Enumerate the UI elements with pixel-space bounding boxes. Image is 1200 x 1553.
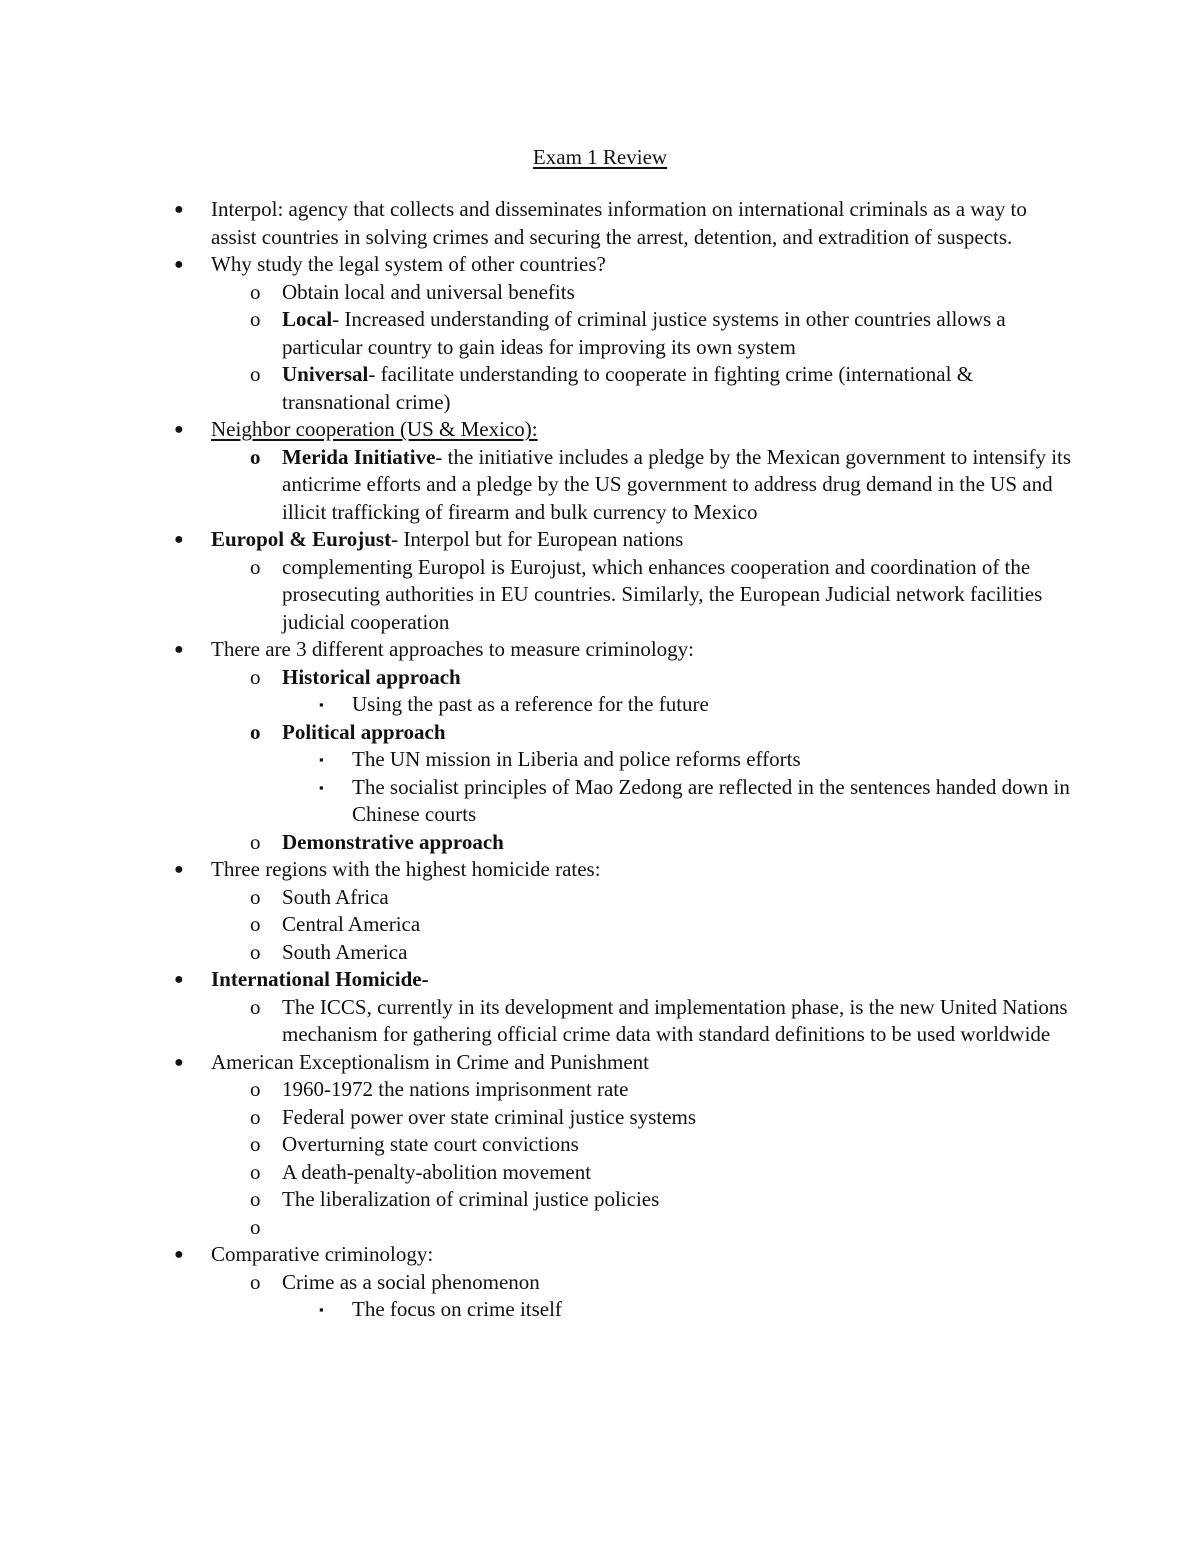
bullet-marker: o — [250, 1132, 261, 1156]
bullet-marker: o — [250, 1077, 261, 1101]
list-item-text — [282, 361, 1072, 416]
list-item-text — [282, 939, 1072, 967]
bullet-marker: o — [250, 307, 261, 331]
item-body: - the initiative includes a pledge by the Mexican government to intensify its anticrime efforts and a pledge by the US government to address drug demand in the US and illicit trafficking of firearm and bulk currency to Mexico — [282, 444, 1072, 524]
list-item-text — [211, 966, 1071, 994]
list-item-text — [282, 1186, 1072, 1214]
list-item-text — [211, 526, 1071, 554]
item-body: - Increased understanding of criminal justice systems in other countries allows a particular country to gain ideas for improving its own system — [282, 307, 1006, 359]
list-item — [0, 251, 1200, 279]
bullet-marker: ● — [174, 1246, 184, 1263]
item-body: The ICCS, currently in its development and implementation phase, is the new United Nations mechanism for gathering official crime data with standard definitions to be used worldwide — [282, 994, 1068, 1046]
bullet-marker: ● — [174, 531, 184, 548]
underlined-heading: Neighbor cooperation (US & Mexico): — [211, 417, 538, 441]
list-item — [0, 1104, 1200, 1132]
bold-term: Historical approach — [282, 664, 461, 689]
list-item — [0, 1241, 1200, 1269]
list-item — [0, 994, 1200, 1049]
list-item-text — [352, 746, 1072, 774]
bullet-marker: ● — [174, 201, 184, 218]
bullet-marker: o — [250, 1214, 261, 1239]
bullet-marker: ● — [174, 1053, 184, 1071]
bullet-marker: o — [250, 1104, 261, 1129]
list-item — [0, 691, 1200, 719]
bullet-marker: ● — [174, 861, 184, 878]
list-item-text — [211, 416, 1071, 444]
bullet-marker: ● — [174, 641, 184, 658]
item-body: - Interpol but for European nations — [391, 527, 684, 551]
bullet-marker: o — [250, 1269, 261, 1294]
list-item — [0, 1131, 1200, 1159]
list-item — [0, 1214, 1200, 1242]
list-item-text — [282, 664, 1072, 692]
item-body: A death-penalty-abolition movement — [282, 1159, 592, 1184]
list-item-text — [352, 774, 1072, 829]
item-body: Interpol: agency that collects and disseminates information on international criminals as a way to assist countries in solving crimes and securing the arrest, detention, and extradition of suspects. — [211, 197, 1027, 249]
item-body: American Exceptionalism in Crime and Punishment — [211, 1049, 649, 1074]
list-item-text — [211, 196, 1071, 251]
item-body: Comparative criminology: — [211, 1242, 434, 1266]
list-item — [0, 306, 1200, 361]
list-item-text — [282, 444, 1072, 527]
list-item-text — [282, 1076, 1072, 1104]
bullet-marker: ● — [174, 256, 184, 273]
item-body: Using the past as a reference for the future — [352, 692, 709, 716]
bullet-marker: o — [250, 1159, 261, 1184]
item-body: Central America — [282, 912, 421, 936]
list-item-text — [352, 1296, 1072, 1324]
item-body: Why study the legal system of other countries? — [211, 252, 606, 276]
list-item-text — [282, 554, 1072, 637]
list-item — [0, 1186, 1200, 1214]
list-item — [0, 526, 1200, 554]
list-item — [0, 1049, 1200, 1077]
bullet-marker: o — [250, 1187, 261, 1211]
list-item — [0, 416, 1200, 444]
bullet-marker: o — [250, 664, 261, 689]
list-item-text — [282, 829, 1072, 857]
list-item — [0, 1269, 1200, 1297]
item-body: The focus on crime itself — [352, 1297, 562, 1321]
list-item-text — [282, 994, 1072, 1049]
list-item-text — [282, 1104, 1072, 1132]
bold-term: Political approach — [282, 719, 446, 744]
list-item-text — [282, 884, 1072, 912]
list-item — [0, 444, 1200, 527]
list-item-text — [282, 1131, 1072, 1159]
list-item — [0, 856, 1200, 884]
bullet-marker: o — [250, 884, 261, 909]
document-title: Exam 1 Review — [532, 145, 668, 169]
list-item-text — [211, 856, 1071, 884]
list-item — [0, 884, 1200, 912]
list-item — [0, 1159, 1200, 1187]
bullet-marker: ● — [174, 421, 184, 438]
list-item-text — [211, 1241, 1071, 1269]
list-item — [0, 966, 1200, 994]
list-item — [0, 196, 1200, 251]
list-item — [0, 746, 1200, 774]
bold-term: Local — [282, 307, 333, 331]
list-item — [0, 664, 1200, 692]
item-body: Three regions with the highest homicide rates: — [211, 857, 601, 881]
bullet-marker: o — [250, 362, 261, 386]
review-list — [0, 196, 1200, 1324]
list-item — [0, 829, 1200, 857]
bullet-marker: o — [250, 554, 261, 579]
list-item-text — [282, 279, 1072, 307]
bullet-marker: o — [250, 939, 261, 964]
list-item-text — [282, 1269, 1072, 1297]
bullet-marker: ● — [174, 971, 184, 988]
item-body: - facilitate understanding to cooperate in fighting crime (international & transnational crime) — [282, 362, 974, 414]
bullet-marker: o — [250, 444, 261, 469]
list-item — [0, 719, 1200, 747]
bold-term: Merida Initiative — [282, 444, 436, 469]
item-body: The socialist principles of Mao Zedong are reflected in the sentences handed down in Chinese courts — [352, 774, 1070, 826]
list-item-text — [282, 1214, 1072, 1242]
item-body: South America — [282, 939, 408, 964]
item-body: Federal power over state criminal justice systems — [282, 1104, 697, 1129]
bullet-marker: ▪ — [319, 779, 324, 795]
list-item — [0, 636, 1200, 664]
list-item — [0, 911, 1200, 939]
list-item-text — [282, 719, 1072, 747]
list-item-text — [282, 911, 1072, 939]
bold-term: Demonstrative approach — [282, 829, 504, 854]
bold-term: Universal — [282, 362, 369, 386]
bold-term: Europol & Eurojust — [211, 527, 392, 551]
list-item-text — [211, 636, 1071, 664]
bullet-marker: o — [250, 279, 261, 304]
bold-term: International Homicide- — [211, 967, 429, 991]
item-body: complementing Europol is Eurojust, which enhances cooperation and coordination of the prosecuting authorities in EU countries. Similarly, the European Judicial network facilities judicial cooperation — [282, 554, 1043, 634]
item-body: Crime as a social phenomenon — [282, 1269, 540, 1294]
list-item-text — [282, 306, 1072, 361]
item-body: The UN mission in Liberia and police reforms efforts — [352, 747, 801, 771]
list-item — [0, 939, 1200, 967]
item-body: Overturning state court convictions — [282, 1132, 579, 1156]
bullet-marker: o — [250, 912, 261, 936]
item-body: 1960-1972 the nations imprisonment rate — [282, 1077, 629, 1101]
bullet-marker: ▪ — [319, 697, 324, 712]
bullet-marker: o — [250, 719, 261, 744]
list-item-text — [211, 251, 1071, 279]
list-item — [0, 361, 1200, 416]
bullet-marker: o — [250, 829, 261, 854]
list-item — [0, 279, 1200, 307]
list-item — [0, 1076, 1200, 1104]
item-body: There are 3 different approaches to measure criminology: — [211, 637, 694, 661]
bullet-marker: o — [250, 994, 261, 1019]
item-body: Obtain local and universal benefits — [282, 279, 575, 304]
list-item-text — [282, 1159, 1072, 1187]
list-item-text — [352, 691, 1072, 719]
item-body: The liberalization of criminal justice policies — [282, 1187, 660, 1211]
item-body: South Africa — [282, 884, 389, 909]
bullet-marker: ▪ — [319, 1302, 324, 1317]
list-item — [0, 1296, 1200, 1324]
list-item — [0, 554, 1200, 637]
list-item — [0, 774, 1200, 829]
bullet-marker: ▪ — [319, 752, 324, 767]
list-item-text — [211, 1049, 1071, 1077]
